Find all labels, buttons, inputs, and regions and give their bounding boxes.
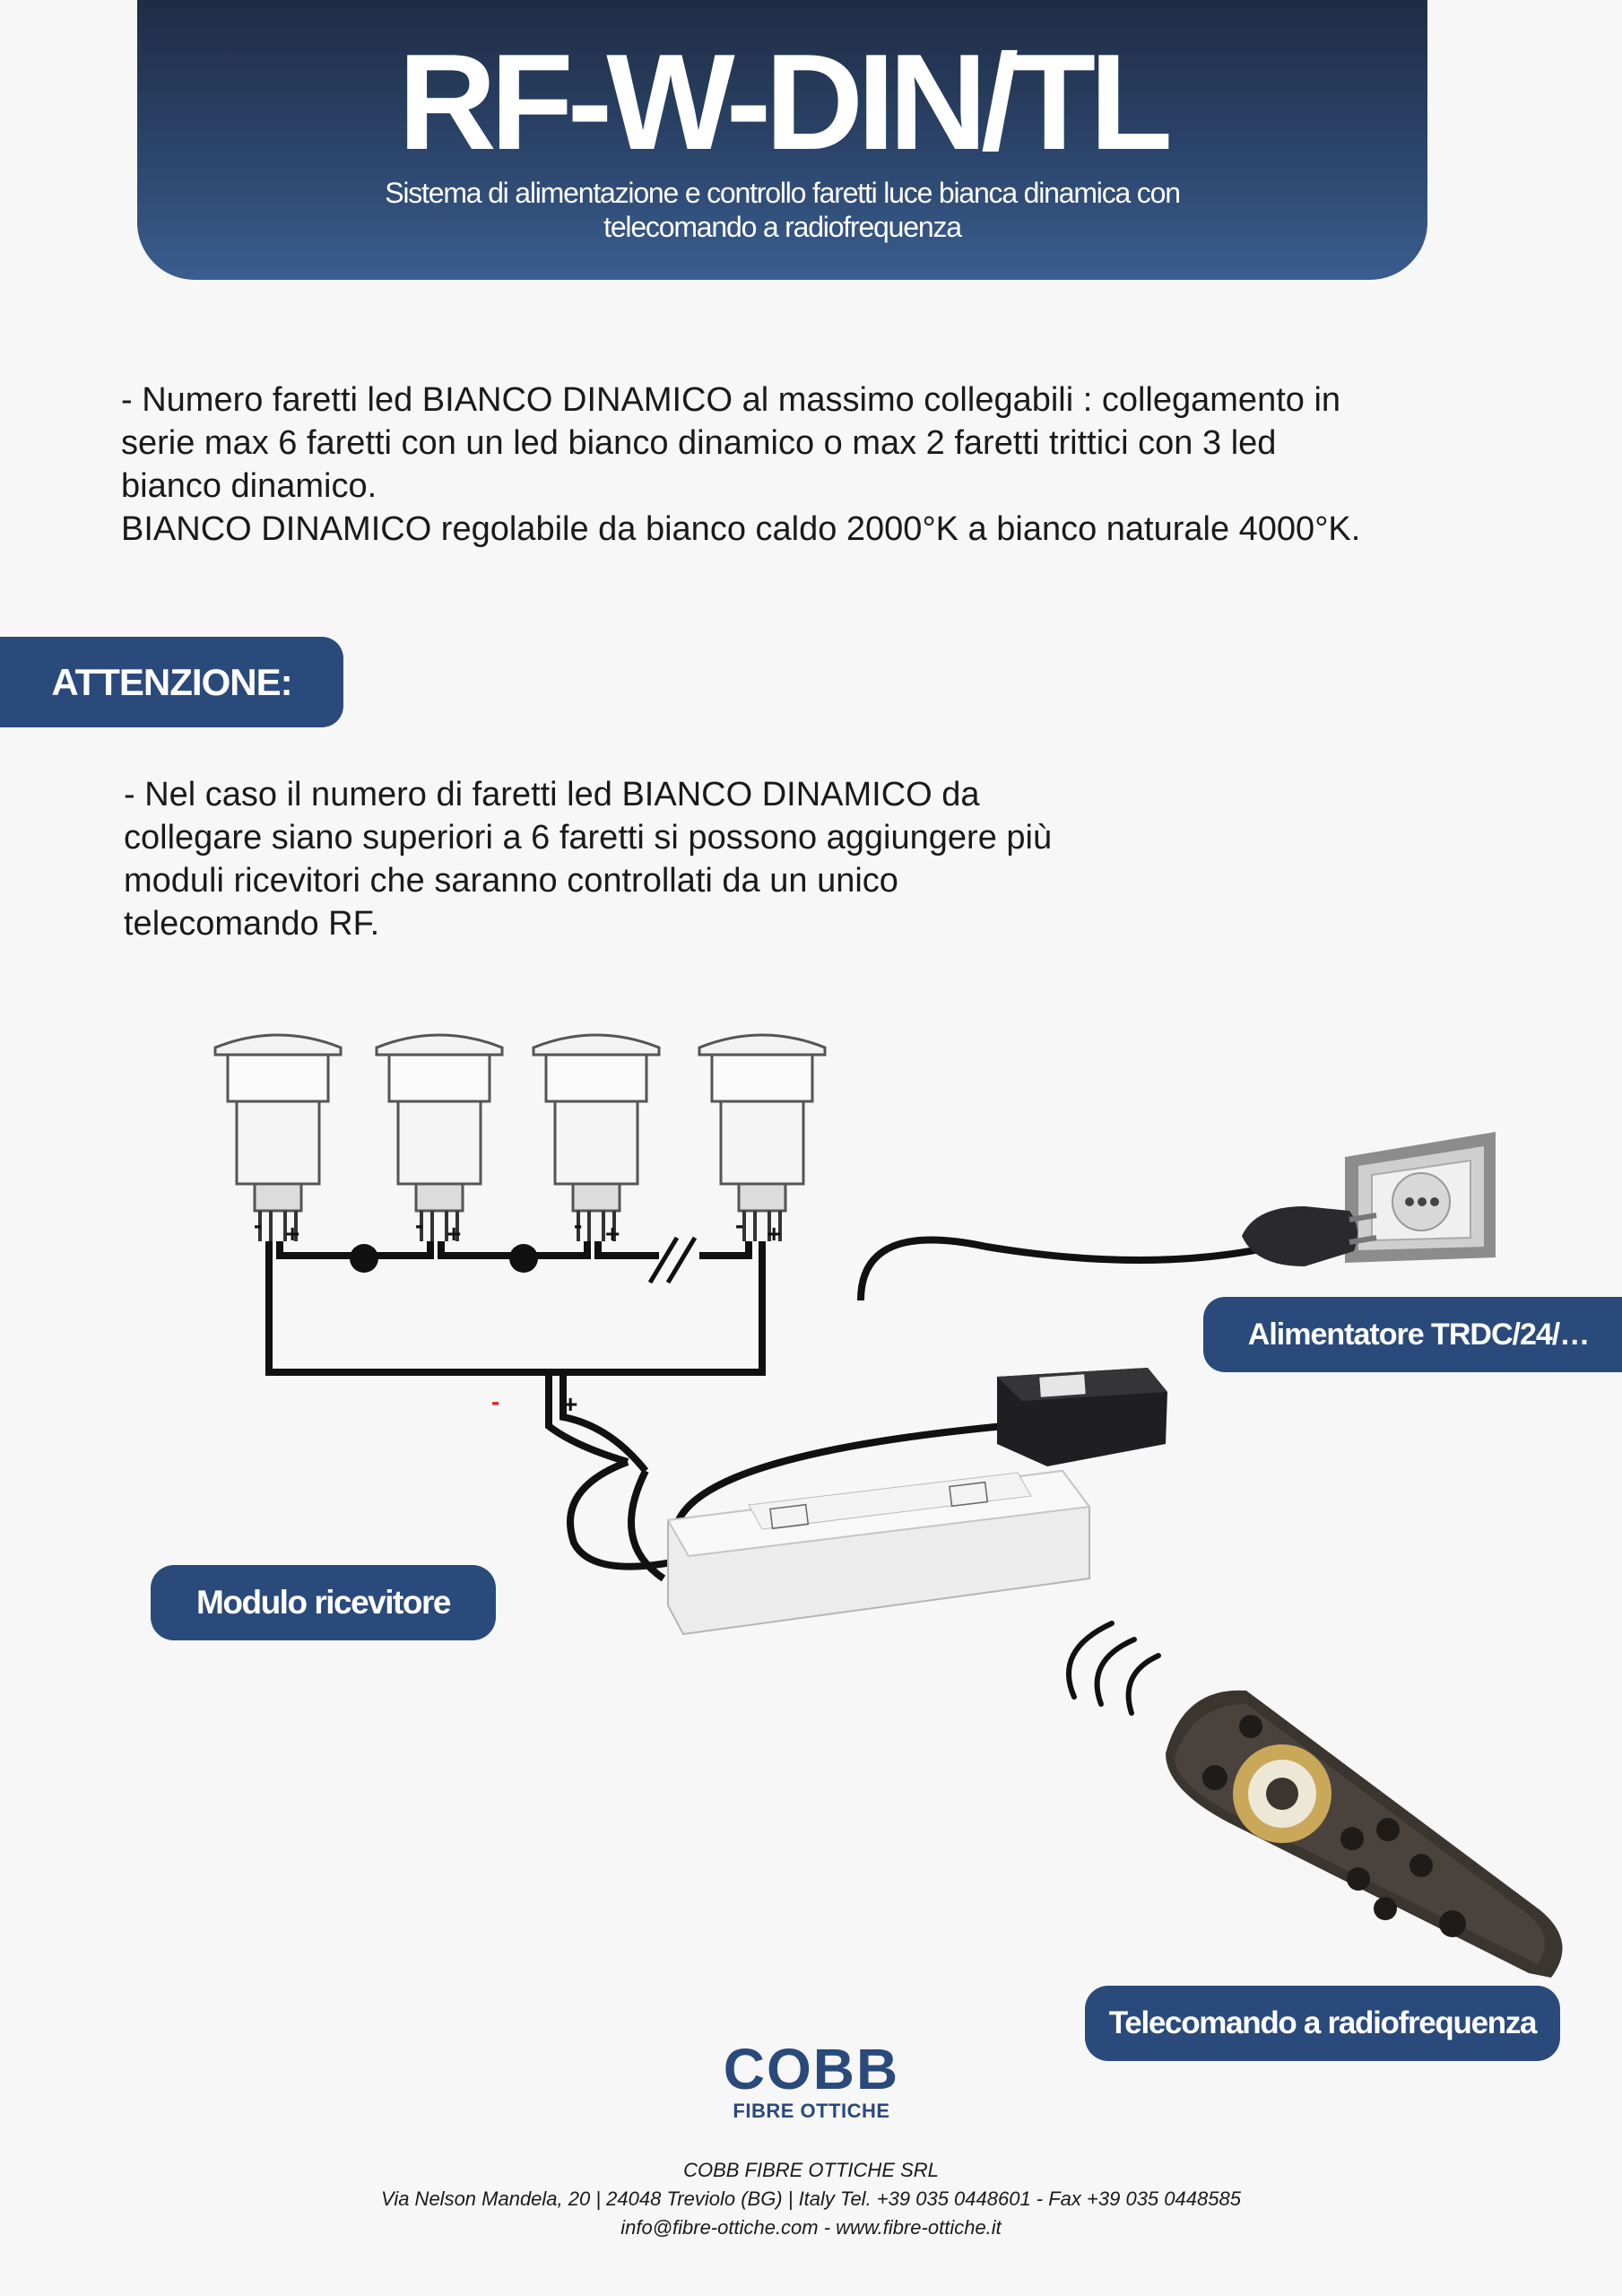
wiring-diagram xyxy=(0,987,1622,2081)
logo-brand: COBB xyxy=(723,2037,900,2101)
svg-text:+: + xyxy=(447,1220,462,1248)
footer-address: Via Nelson Mandela, 20 | 24048 Treviolo (BG) | Italy Tel. +39 035 0448601 - Fax +39 035 0448585 xyxy=(381,2187,1241,2210)
break-mark xyxy=(650,1238,695,1283)
note-paragraph xyxy=(124,773,1155,945)
spotlight-4 xyxy=(699,1035,825,1241)
footer-company: COBB FIBRE OTTICHE SRL xyxy=(683,2159,939,2181)
note-line-2: collegare siano superiori a 6 faretti si possono aggiungere più xyxy=(124,819,1053,857)
svg-text:-: - xyxy=(735,1211,744,1239)
polarity-marks xyxy=(254,1211,781,1418)
receiver-minus-mark: - xyxy=(491,1387,500,1415)
header-banner xyxy=(137,0,1427,280)
intro-line-3: bianco dinamico. xyxy=(121,467,377,505)
svg-text:-: - xyxy=(415,1211,424,1239)
spotlight-3 xyxy=(533,1035,659,1241)
svg-text:-: - xyxy=(254,1211,263,1239)
footer xyxy=(0,2156,1622,2242)
attention-label: ATTENZIONE: xyxy=(0,637,343,727)
receiver-module xyxy=(668,1471,1089,1634)
note-line-1: - Nel caso il numero di faretti led BIANCO DINAMICO da xyxy=(124,776,980,813)
svg-text:+: + xyxy=(605,1220,620,1248)
subtitle-line-2: telecomando a radiofrequenza xyxy=(603,211,961,243)
signal-waves-icon xyxy=(1069,1623,1158,1713)
note-line-4: telecomando RF. xyxy=(124,905,380,943)
intro-paragraph xyxy=(121,378,1421,551)
power-supply xyxy=(997,1368,1167,1466)
footer-contacts: info@fibre-ottiche.com - www.fibre-ottiche.it xyxy=(620,2216,1002,2239)
note-line-3: moduli ricevitori che saranno controllati da un unico xyxy=(124,862,898,900)
remote-control xyxy=(1166,1691,1563,1978)
company-logo xyxy=(708,2038,915,2127)
receiver-module-label: Modulo ricevitore xyxy=(151,1565,496,1640)
logo-tagline: FIBRE OTTICHE xyxy=(733,2100,890,2122)
subtitle-line-1: Sistema di alimentazione e controllo faretti luce bianca dinamica con xyxy=(385,177,1180,209)
spotlight-1 xyxy=(215,1035,341,1241)
receiver-plus-mark: + xyxy=(563,1390,578,1418)
remote-control-label: Telecomando a radiofrequenza xyxy=(1085,1986,1560,2061)
wall-socket xyxy=(1345,1132,1496,1263)
svg-text:+: + xyxy=(767,1220,782,1248)
intro-line-4: BIANCO DINAMICO regolabile da bianco caldo 2000°K a bianco naturale 4000°K. xyxy=(121,510,1361,548)
intro-line-2: serie max 6 faretti con un led bianco dinamico o max 2 faretti trittici con 3 led xyxy=(121,424,1277,462)
power-supply-label: Alimentatore TRDC/24/… xyxy=(1203,1297,1622,1372)
spotlight-2 xyxy=(377,1035,502,1241)
intro-line-1: - Numero faretti led BIANCO DINAMICO al massimo collegabili : collegamento in xyxy=(121,381,1341,419)
page-title: RF-W-DIN/TL xyxy=(398,26,1167,178)
svg-text:+: + xyxy=(285,1220,300,1248)
page-subtitle xyxy=(317,176,1248,244)
svg-text:-: - xyxy=(574,1211,583,1239)
